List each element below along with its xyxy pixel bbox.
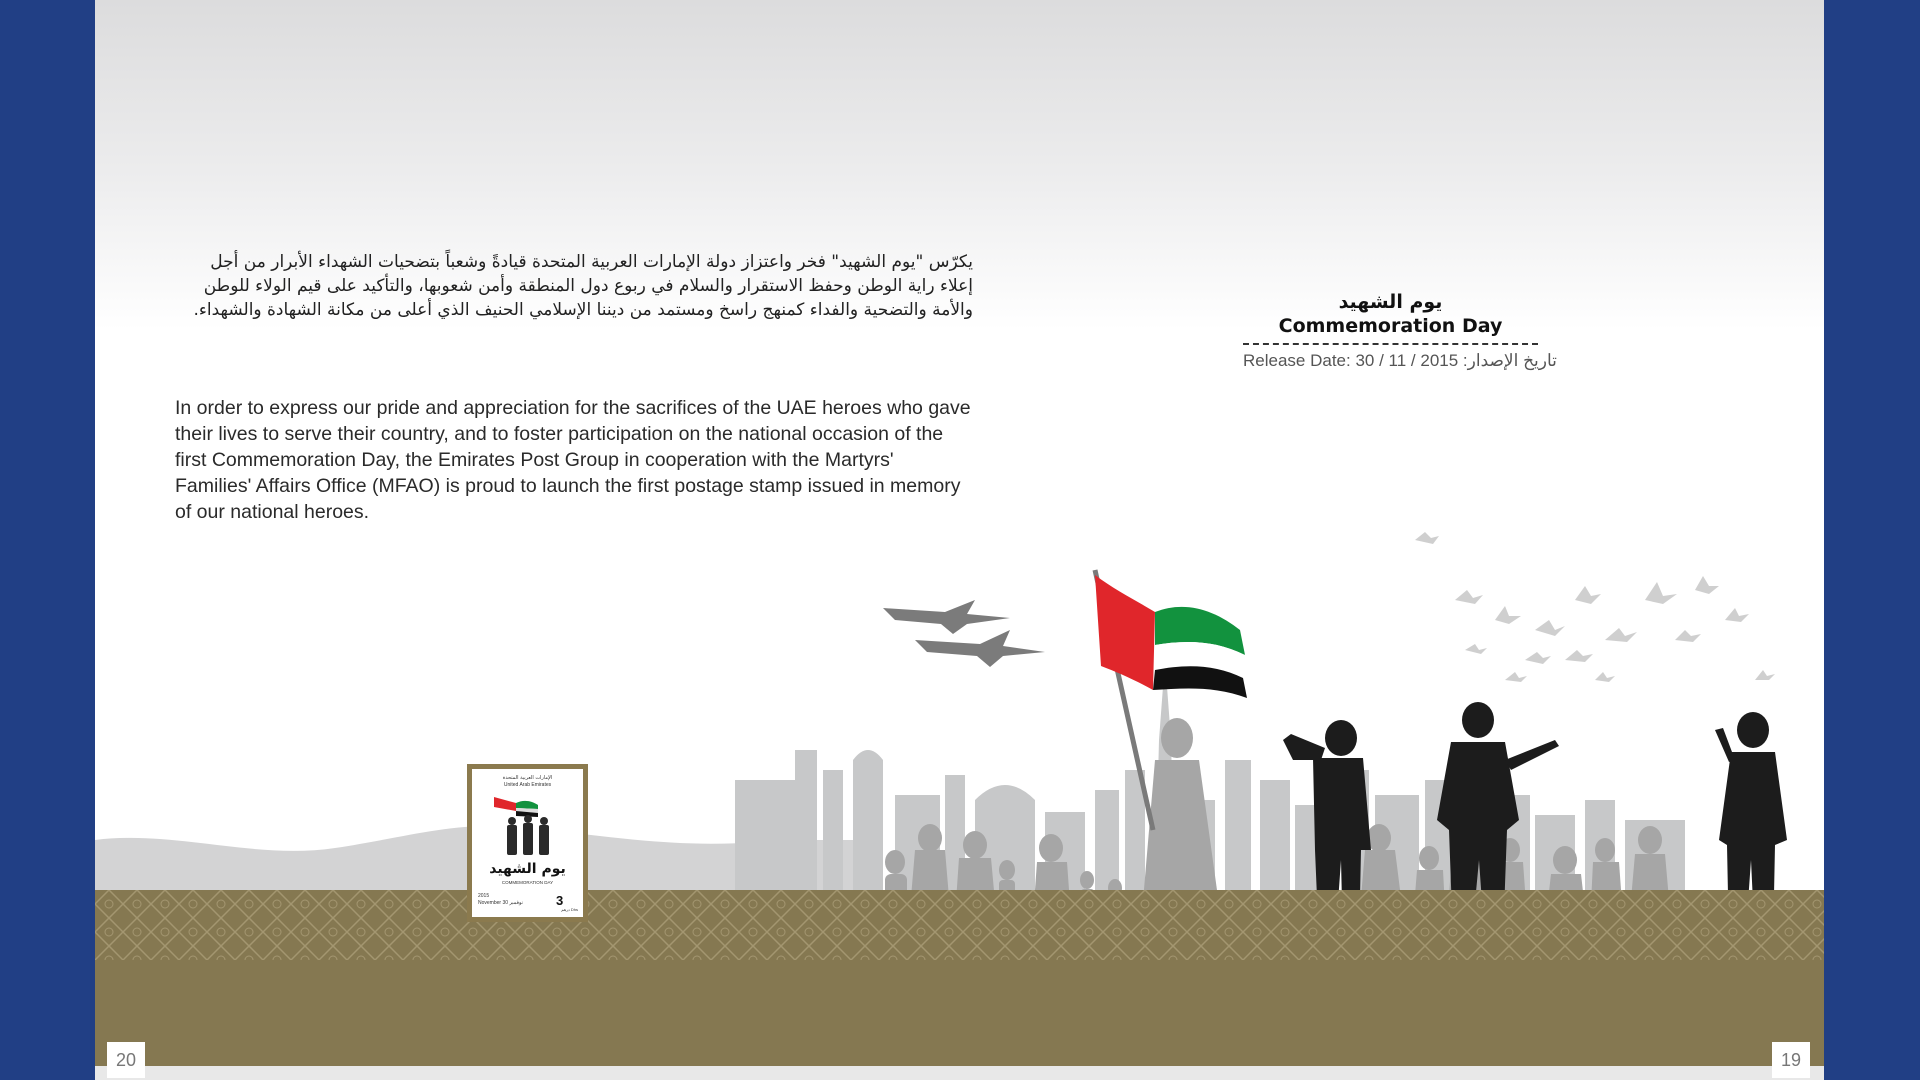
title-block (1243, 290, 1557, 371)
stamp-artwork (472, 789, 583, 859)
ground-pattern (95, 890, 1824, 960)
dashed-divider (1243, 343, 1538, 345)
stamp-value: 3 (556, 893, 564, 908)
postage-stamp (467, 764, 588, 922)
stamp-top-ar: الإمارات العربية المتحدة (502, 775, 553, 781)
title-english: Commemoration Day (1278, 315, 1503, 337)
arabic-paragraph: يكرّس "يوم الشهيد" فخر واعتزاز دولة الإمارات العربية المتحدة قيادةً وشعباً بتضحيات الشهداء الأبرار من أجل إعلاء راية الوطن وحفظ الاستقرار والسلام في ربوع دول المنطقة وأمن شعوبها، والتأكيد على قيم الولاء للوطن والأمة والتضحية والفداء كمنهج راسخ ومستمد من ديننا الإسلامي الحنيف الذي أعلى من مكانة الشهادة والشهداء. (193, 252, 973, 320)
page-number-left: 20 (107, 1042, 145, 1078)
stamp-date: November 30 نوفمبر (478, 900, 523, 906)
stamp-currency: درهم Dhs (561, 907, 578, 912)
stamp-top-en: United Arab Emirates (503, 782, 552, 788)
release-date-line (1243, 351, 1557, 371)
stamp-year: 2015 (478, 893, 490, 899)
bottom-strip (95, 1066, 1824, 1080)
title-arabic: يوم الشهيد (1338, 291, 1443, 313)
fighter-jets-icon (883, 600, 1045, 667)
doves-icon (1415, 532, 1775, 682)
release-date: 30 / 11 / 2015 (1355, 351, 1459, 370)
release-label-ar: تاريخ الإصدار: (1462, 351, 1557, 370)
booklet-spread (95, 0, 1824, 1080)
stamp-title-ar: يوم الشهيد (489, 861, 566, 877)
release-label-en: Release Date: (1243, 351, 1351, 370)
stamp-subtitle-en: COMMEMORATION DAY (501, 880, 554, 885)
page-number-right: 19 (1772, 1042, 1810, 1078)
english-paragraph: In order to express our pride and appreciation for the sacrifices of the UAE heroes who gave their lives to serve their country, and to foster participation on the national occasion of the first Commemoration Day, the Emirates Post Group in cooperation with the Martyrs' Families' Affairs Office (MFAO) is proud to launch the first postage stamp issued in memory of our national heroes. (175, 397, 971, 523)
